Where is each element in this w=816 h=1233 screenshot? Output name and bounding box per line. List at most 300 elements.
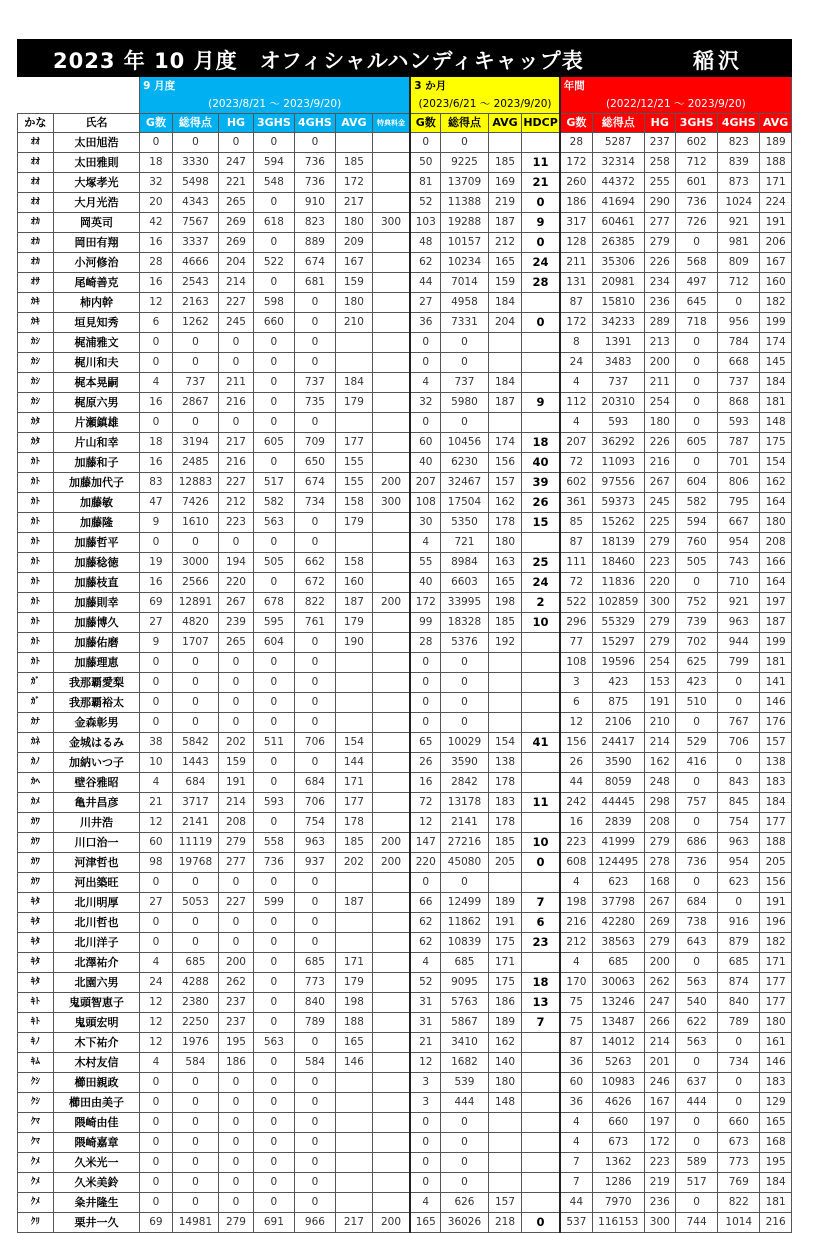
- cell-year-3ghs: 0: [676, 373, 718, 393]
- cell-hdcp: [522, 953, 560, 973]
- table-row: [18, 773, 792, 793]
- cell-hdcp: 10: [522, 833, 560, 853]
- cell-sept-games: 0: [140, 1153, 173, 1173]
- cell-sept-avg: 187: [335, 593, 372, 613]
- cell-sept-avg: 171: [335, 953, 372, 973]
- cell-sept-fee: [372, 953, 410, 973]
- cell-three-avg: 159: [488, 273, 522, 293]
- column-header-sept-hg: HG: [219, 114, 254, 133]
- cell-three-games: 28: [410, 633, 441, 653]
- cell-sept-3ghs: 0: [253, 873, 294, 893]
- cell-three-games: 0: [410, 713, 441, 733]
- cell-year-4ghs: 839: [718, 153, 760, 173]
- cell-three-games: 12: [410, 1053, 441, 1073]
- cell-sept-fee: [372, 1173, 410, 1193]
- cell-year-hg: 277: [644, 213, 676, 233]
- cell-hdcp: 39: [522, 473, 560, 493]
- cell-sept-3ghs: 563: [253, 513, 294, 533]
- cell-hdcp: [522, 873, 560, 893]
- table-row: [18, 1053, 792, 1073]
- cell-year-total: 13246: [592, 993, 644, 1013]
- cell-sept-4ghs: 840: [294, 993, 335, 1013]
- cell-sept-3ghs: 558: [253, 833, 294, 853]
- cell-three-total: 737: [441, 373, 488, 393]
- cell-sept-3ghs: 505: [253, 553, 294, 573]
- cell-year-3ghs: 589: [676, 1153, 718, 1173]
- cell-sept-4ghs: 650: [294, 453, 335, 473]
- cell-sept-4ghs: 773: [294, 973, 335, 993]
- cell-sept-4ghs: 0: [294, 293, 335, 313]
- cell-year-4ghs: 868: [718, 393, 760, 413]
- cell-hdcp: 10: [522, 613, 560, 633]
- cell-sept-4ghs: 0: [294, 313, 335, 333]
- cell-sept-games: 0: [140, 1173, 173, 1193]
- group-range-three-month: (2023/6/21 ～ 2023/9/20): [410, 95, 560, 114]
- cell-kana: ｶﾍ: [18, 773, 54, 793]
- cell-sept-games: 0: [140, 673, 173, 693]
- cell-sept-3ghs: 0: [253, 1093, 294, 1113]
- cell-sept-3ghs: 0: [253, 453, 294, 473]
- cell-name: 金城はるみ: [53, 733, 139, 753]
- cell-year-3ghs: 0: [676, 453, 718, 473]
- cell-sept-avg: [335, 913, 372, 933]
- table-row: [18, 1073, 792, 1093]
- cell-year-avg: 196: [760, 913, 792, 933]
- cell-year-hg: 279: [644, 633, 676, 653]
- cell-sept-avg: 179: [335, 973, 372, 993]
- cell-hdcp: [522, 713, 560, 733]
- cell-year-games: 198: [560, 893, 593, 913]
- cell-year-avg: 138: [760, 753, 792, 773]
- cell-sept-hg: 227: [219, 473, 254, 493]
- cell-year-hg: 214: [644, 733, 676, 753]
- cell-three-games: 99: [410, 613, 441, 633]
- table-row: [18, 493, 792, 513]
- cell-year-4ghs: 773: [718, 1153, 760, 1173]
- cell-sept-total: 1610: [172, 513, 218, 533]
- cell-year-3ghs: 736: [676, 193, 718, 213]
- cell-sept-4ghs: 889: [294, 233, 335, 253]
- cell-hdcp: 0: [522, 193, 560, 213]
- cell-kana: ｶﾄ: [18, 613, 54, 633]
- cell-hdcp: 18: [522, 973, 560, 993]
- cell-sept-3ghs: 0: [253, 353, 294, 373]
- cell-sept-4ghs: 0: [294, 893, 335, 913]
- table-row: [18, 673, 792, 693]
- cell-kana: ｸﾒ: [18, 1193, 54, 1213]
- cell-sept-avg: [335, 693, 372, 713]
- cell-three-games: 207: [410, 473, 441, 493]
- cell-name: 北川明厚: [53, 893, 139, 913]
- cell-three-games: 31: [410, 1013, 441, 1033]
- cell-year-total: 15810: [592, 293, 644, 313]
- cell-kana: ｶｼ: [18, 373, 54, 393]
- cell-sept-games: 0: [140, 353, 173, 373]
- cell-sept-hg: 227: [219, 293, 254, 313]
- cell-name: 加藤敏: [53, 493, 139, 513]
- cell-sept-fee: [372, 1053, 410, 1073]
- cell-year-games: 128: [560, 233, 593, 253]
- cell-year-3ghs: 0: [676, 873, 718, 893]
- cell-sept-4ghs: 761: [294, 613, 335, 633]
- cell-year-total: 2839: [592, 813, 644, 833]
- cell-sept-fee: [372, 873, 410, 893]
- cell-three-games: 0: [410, 1133, 441, 1153]
- cell-year-avg: 167: [760, 253, 792, 273]
- cell-kana: ｷﾀ: [18, 933, 54, 953]
- cell-sept-games: 18: [140, 433, 173, 453]
- cell-three-total: 7014: [441, 273, 488, 293]
- cell-sept-total: 2566: [172, 573, 218, 593]
- cell-year-4ghs: 743: [718, 553, 760, 573]
- table-row: [18, 693, 792, 713]
- handicap-table: [17, 77, 792, 1233]
- cell-year-avg: 175: [760, 433, 792, 453]
- cell-hdcp: [522, 673, 560, 693]
- table-row: [18, 753, 792, 773]
- cell-three-avg: 180: [488, 533, 522, 553]
- cell-year-total: 4626: [592, 1093, 644, 1113]
- cell-three-games: 4: [410, 1193, 441, 1213]
- cell-sept-hg: 211: [219, 373, 254, 393]
- cell-three-total: 6603: [441, 573, 488, 593]
- cell-sept-4ghs: 737: [294, 373, 335, 393]
- table-row: [18, 1113, 792, 1133]
- cell-sept-avg: [335, 333, 372, 353]
- cell-kana: ｷﾄ: [18, 993, 54, 1013]
- cell-year-4ghs: 754: [718, 813, 760, 833]
- cell-year-avg: 161: [760, 1033, 792, 1053]
- cell-name: 大月光浩: [53, 193, 139, 213]
- cell-kana: ｵｵ: [18, 193, 54, 213]
- cell-year-hg: 180: [644, 413, 676, 433]
- cell-sept-fee: 200: [372, 593, 410, 613]
- cell-sept-games: 19: [140, 553, 173, 573]
- cell-sept-games: 6: [140, 313, 173, 333]
- cell-year-hg: 220: [644, 573, 676, 593]
- cell-sept-hg: 0: [219, 1093, 254, 1113]
- cell-kana: ｶﾉ: [18, 753, 54, 773]
- cell-name: 尾崎善克: [53, 273, 139, 293]
- cell-year-games: 537: [560, 1213, 593, 1233]
- cell-sept-avg: 184: [335, 373, 372, 393]
- cell-hdcp: [522, 293, 560, 313]
- cell-year-3ghs: 622: [676, 1013, 718, 1033]
- cell-sept-3ghs: 0: [253, 373, 294, 393]
- cell-sept-games: 0: [140, 1113, 173, 1133]
- cell-sept-avg: [335, 133, 372, 153]
- cell-sept-fee: [372, 913, 410, 933]
- cell-sept-fee: [372, 793, 410, 813]
- cell-year-4ghs: 667: [718, 513, 760, 533]
- cell-three-total: 721: [441, 533, 488, 553]
- cell-year-3ghs: 529: [676, 733, 718, 753]
- cell-sept-3ghs: 0: [253, 953, 294, 973]
- cell-sept-3ghs: 599: [253, 893, 294, 913]
- cell-sept-total: 3194: [172, 433, 218, 453]
- column-header-three-total: 総得点: [441, 114, 488, 133]
- cell-year-3ghs: 505: [676, 553, 718, 573]
- cell-sept-fee: [372, 993, 410, 1013]
- cell-name: 加藤和子: [53, 453, 139, 473]
- cell-year-avg: 188: [760, 833, 792, 853]
- cell-three-games: 0: [410, 1153, 441, 1173]
- cell-year-4ghs: 0: [718, 693, 760, 713]
- column-header-three-avg: AVG: [488, 114, 522, 133]
- cell-sept-fee: [372, 253, 410, 273]
- cell-sept-hg: 200: [219, 953, 254, 973]
- table-row: [18, 533, 792, 553]
- cell-sept-3ghs: 0: [253, 653, 294, 673]
- cell-year-avg: 174: [760, 333, 792, 353]
- cell-sept-avg: 158: [335, 493, 372, 513]
- cell-sept-3ghs: 0: [253, 773, 294, 793]
- cell-sept-hg: 216: [219, 393, 254, 413]
- cell-three-avg: 138: [488, 753, 522, 773]
- cell-sept-games: 12: [140, 813, 173, 833]
- cell-year-3ghs: 645: [676, 293, 718, 313]
- cell-sept-hg: 220: [219, 573, 254, 593]
- cell-sept-hg: 212: [219, 493, 254, 513]
- cell-year-games: 44: [560, 773, 593, 793]
- cell-three-avg: 212: [488, 233, 522, 253]
- cell-sept-total: 4666: [172, 253, 218, 273]
- cell-three-avg: [488, 353, 522, 373]
- cell-sept-3ghs: 736: [253, 853, 294, 873]
- cell-year-3ghs: 625: [676, 653, 718, 673]
- cell-sept-avg: [335, 1093, 372, 1113]
- cell-three-avg: 218: [488, 1213, 522, 1233]
- cell-kana: ｷﾀ: [18, 973, 54, 993]
- cell-year-3ghs: 637: [676, 1073, 718, 1093]
- table-row: [18, 1013, 792, 1033]
- cell-sept-4ghs: 706: [294, 733, 335, 753]
- cell-three-avg: 184: [488, 373, 522, 393]
- table-row: [18, 1033, 792, 1053]
- cell-year-hg: 223: [644, 1153, 676, 1173]
- cell-three-games: 72: [410, 793, 441, 813]
- cell-sept-total: 0: [172, 1173, 218, 1193]
- cell-three-avg: 192: [488, 633, 522, 653]
- cell-year-hg: 254: [644, 653, 676, 673]
- cell-three-total: 17504: [441, 493, 488, 513]
- table-row: [18, 1173, 792, 1193]
- cell-three-avg: 186: [488, 993, 522, 1013]
- cell-sept-3ghs: 0: [253, 1013, 294, 1033]
- cell-sept-hg: 0: [219, 933, 254, 953]
- cell-year-hg: 219: [644, 1173, 676, 1193]
- cell-name: 梶原六男: [53, 393, 139, 413]
- cell-name: 久米光一: [53, 1153, 139, 1173]
- group-label-sept: 9 月度: [140, 77, 411, 95]
- cell-year-games: 4: [560, 1113, 593, 1133]
- cell-sept-fee: [372, 713, 410, 733]
- cell-name: 木下祐介: [53, 1033, 139, 1053]
- table-row: [18, 313, 792, 333]
- cell-sept-hg: 191: [219, 773, 254, 793]
- cell-sept-games: 10: [140, 753, 173, 773]
- cell-year-games: 223: [560, 833, 593, 853]
- cell-sept-4ghs: 0: [294, 673, 335, 693]
- cell-sept-total: 0: [172, 1193, 218, 1213]
- cell-name: 櫛田親政: [53, 1073, 139, 1093]
- cell-year-games: 72: [560, 453, 593, 473]
- cell-year-3ghs: 605: [676, 433, 718, 453]
- cell-sept-total: 5498: [172, 173, 218, 193]
- table-row: [18, 513, 792, 533]
- cell-year-4ghs: 963: [718, 833, 760, 853]
- cell-sept-hg: 0: [219, 1113, 254, 1133]
- cell-year-3ghs: 643: [676, 933, 718, 953]
- cell-sept-hg: 0: [219, 873, 254, 893]
- cell-year-total: 11836: [592, 573, 644, 593]
- cell-name: 加藤隆: [53, 513, 139, 533]
- table-row: [18, 593, 792, 613]
- cell-sept-3ghs: 0: [253, 273, 294, 293]
- column-header-year-avg: AVG: [760, 114, 792, 133]
- venue-name: 稲沢: [693, 49, 743, 73]
- cell-three-games: 31: [410, 993, 441, 1013]
- cell-year-avg: 146: [760, 693, 792, 713]
- cell-sept-total: 2485: [172, 453, 218, 473]
- cell-kana: ｶﾄ: [18, 473, 54, 493]
- cell-sept-avg: 159: [335, 273, 372, 293]
- cell-year-4ghs: 712: [718, 273, 760, 293]
- column-header-year-total: 総得点: [592, 114, 644, 133]
- cell-three-avg: 187: [488, 213, 522, 233]
- cell-year-total: 102859: [592, 593, 644, 613]
- cell-hdcp: 41: [522, 733, 560, 753]
- cell-year-total: 673: [592, 1133, 644, 1153]
- cell-year-4ghs: 795: [718, 493, 760, 513]
- cell-hdcp: 2: [522, 593, 560, 613]
- cell-year-avg: 171: [760, 173, 792, 193]
- cell-three-games: 50: [410, 153, 441, 173]
- cell-year-4ghs: 799: [718, 653, 760, 673]
- cell-kana: ｶﾄ: [18, 593, 54, 613]
- cell-year-avg: 171: [760, 953, 792, 973]
- cell-year-total: 42280: [592, 913, 644, 933]
- cell-three-avg: 219: [488, 193, 522, 213]
- cell-sept-fee: [372, 413, 410, 433]
- cell-year-total: 3590: [592, 753, 644, 773]
- cell-sept-fee: [372, 633, 410, 653]
- cell-year-avg: 206: [760, 233, 792, 253]
- table-row: [18, 353, 792, 373]
- cell-three-avg: 165: [488, 253, 522, 273]
- cell-sept-games: 83: [140, 473, 173, 493]
- cell-year-3ghs: 0: [676, 233, 718, 253]
- cell-sept-3ghs: 0: [253, 413, 294, 433]
- cell-sept-total: 0: [172, 533, 218, 553]
- cell-year-total: 623: [592, 873, 644, 893]
- cell-three-games: 220: [410, 853, 441, 873]
- cell-sept-4ghs: 0: [294, 513, 335, 533]
- cell-sept-games: 12: [140, 1013, 173, 1033]
- cell-year-hg: 267: [644, 893, 676, 913]
- cell-three-total: 0: [441, 133, 488, 153]
- cell-three-avg: 156: [488, 453, 522, 473]
- cell-year-3ghs: 582: [676, 493, 718, 513]
- cell-sept-4ghs: 674: [294, 473, 335, 493]
- cell-sept-hg: 237: [219, 1013, 254, 1033]
- cell-sept-fee: [372, 1113, 410, 1133]
- table-row: [18, 713, 792, 733]
- cell-three-total: 19288: [441, 213, 488, 233]
- table-row: [18, 373, 792, 393]
- cell-sept-fee: [372, 393, 410, 413]
- cell-sept-total: 1443: [172, 753, 218, 773]
- cell-year-avg: 177: [760, 973, 792, 993]
- cell-kana: ｸｼ: [18, 1073, 54, 1093]
- cell-kana: ｶﾜ: [18, 873, 54, 893]
- cell-sept-avg: [335, 533, 372, 553]
- cell-hdcp: 13: [522, 993, 560, 1013]
- cell-year-avg: 162: [760, 473, 792, 493]
- table-row: [18, 253, 792, 273]
- cell-name: 北園六男: [53, 973, 139, 993]
- cell-sept-games: 0: [140, 133, 173, 153]
- cell-year-avg: 224: [760, 193, 792, 213]
- cell-three-avg: 174: [488, 433, 522, 453]
- cell-sept-3ghs: 0: [253, 973, 294, 993]
- cell-name: 太田雅則: [53, 153, 139, 173]
- cell-sept-3ghs: 511: [253, 733, 294, 753]
- cell-name: 小河修治: [53, 253, 139, 273]
- cell-three-games: 32: [410, 393, 441, 413]
- column-header-sept-3ghs: 3GHS: [253, 114, 294, 133]
- cell-year-games: 608: [560, 853, 593, 873]
- cell-sept-hg: 279: [219, 833, 254, 853]
- cell-sept-3ghs: 0: [253, 573, 294, 593]
- cell-hdcp: [522, 533, 560, 553]
- table-row: [18, 273, 792, 293]
- cell-sept-games: 16: [140, 453, 173, 473]
- cell-three-games: 3: [410, 1093, 441, 1113]
- cell-sept-total: 0: [172, 653, 218, 673]
- cell-three-games: 108: [410, 493, 441, 513]
- cell-sept-games: 9: [140, 633, 173, 653]
- cell-name: 隈崎由佳: [53, 1113, 139, 1133]
- cell-sept-4ghs: 0: [294, 713, 335, 733]
- cell-three-games: 147: [410, 833, 441, 853]
- group-label-row: [18, 77, 792, 95]
- cell-three-games: 60: [410, 433, 441, 453]
- cell-year-avg: 181: [760, 393, 792, 413]
- cell-sept-fee: 200: [372, 473, 410, 493]
- cell-three-total: 1682: [441, 1053, 488, 1073]
- cell-year-total: 15297: [592, 633, 644, 653]
- cell-three-games: 52: [410, 193, 441, 213]
- cell-three-total: 10157: [441, 233, 488, 253]
- cell-three-total: 0: [441, 1153, 488, 1173]
- cell-sept-hg: 204: [219, 253, 254, 273]
- cell-year-4ghs: 981: [718, 233, 760, 253]
- cell-year-games: 216: [560, 913, 593, 933]
- cell-three-games: 165: [410, 1213, 441, 1233]
- cell-three-total: 5350: [441, 513, 488, 533]
- cell-kana: ｵｶ: [18, 233, 54, 253]
- cell-three-avg: 178: [488, 513, 522, 533]
- table-row: [18, 193, 792, 213]
- cell-kana: ｶｷ: [18, 313, 54, 333]
- cell-hdcp: [522, 333, 560, 353]
- cell-sept-total: 2163: [172, 293, 218, 313]
- cell-three-total: 13178: [441, 793, 488, 813]
- cell-three-total: 3590: [441, 753, 488, 773]
- cell-sept-4ghs: 0: [294, 913, 335, 933]
- cell-sept-total: 0: [172, 673, 218, 693]
